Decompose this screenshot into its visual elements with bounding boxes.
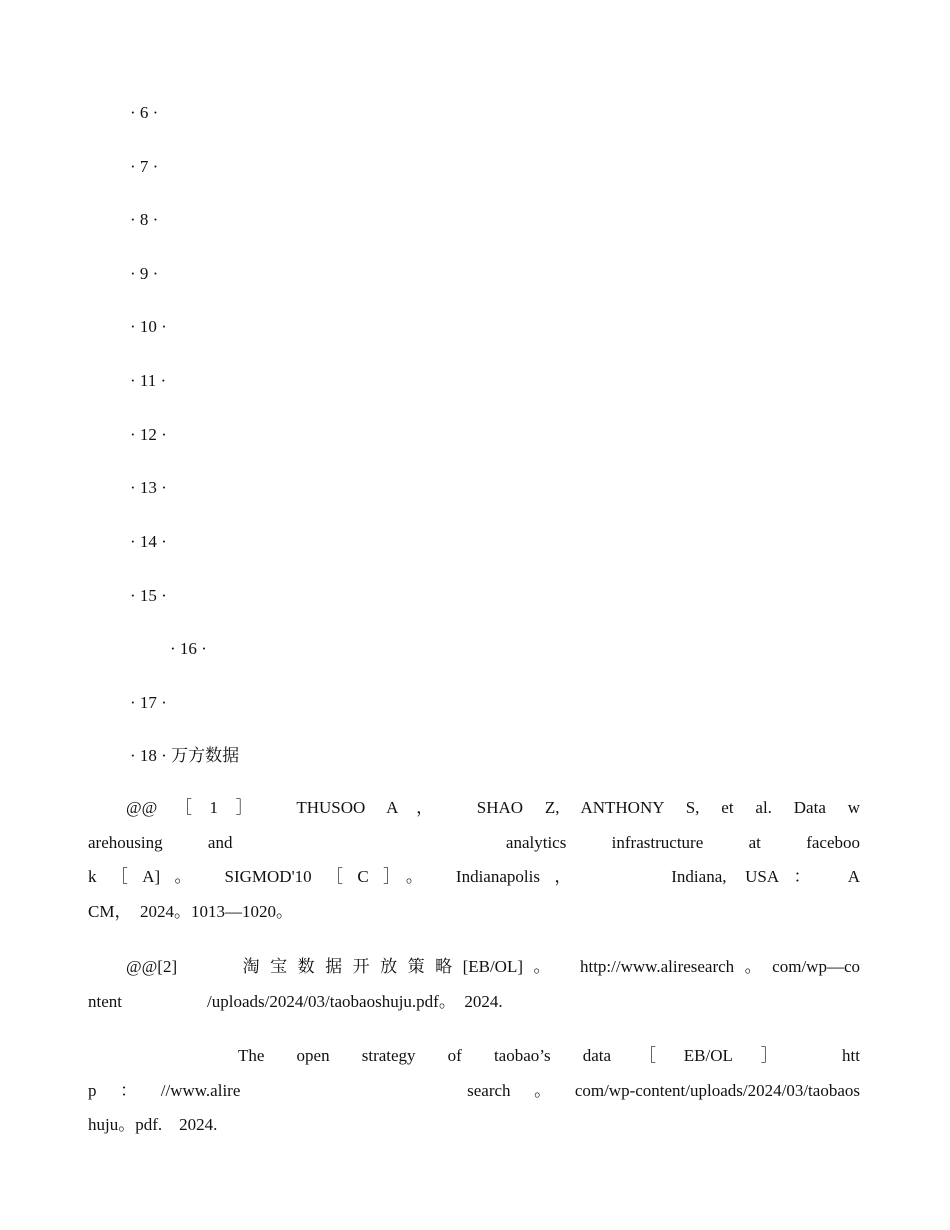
marker-text: · 17 ·: [130, 693, 167, 712]
page-marker-12: [130, 425, 167, 445]
page-marker-15: [130, 586, 167, 606]
page-marker-10: [130, 317, 167, 337]
reference-line: @@[2] 淘宝数据开放策略[EB/OL]。 http://www.aliresearch。com/wp—co: [126, 957, 860, 976]
reference-line: @@［1］ THUSOO A， SHAO Z, ANTHONY S, et al. Data w: [126, 798, 860, 817]
marker-text: · 11 ·: [130, 371, 167, 390]
page-marker-18: [130, 746, 239, 766]
marker-text: · 18 ·: [130, 746, 167, 765]
marker-text: · 16 ·: [170, 639, 207, 658]
reference-entry-3: [88, 1039, 860, 1143]
marker-suffix-label: 万方数据: [171, 746, 240, 766]
page-marker-13: [130, 478, 167, 498]
page-marker-16: [170, 639, 207, 659]
page-marker-14: [130, 532, 167, 552]
marker-text: · 14 ·: [130, 532, 167, 551]
reference-line: The open strategy of taobao’s data［EB/OL］ htt: [238, 1046, 860, 1065]
marker-text: · 15 ·: [130, 586, 167, 605]
page-marker-9: [130, 264, 158, 284]
marker-text: · 7 ·: [130, 157, 159, 176]
page-marker-8: [130, 210, 158, 230]
reference-line: arehousing and analytics infrastructure at faceboo: [88, 832, 860, 852]
reference-line: k［A]。 SIGMOD'10［C］。 Indianapolis， Indiana, USA： A: [88, 867, 860, 886]
marker-text: · 12 ·: [130, 425, 167, 444]
page-marker-6: [130, 103, 158, 123]
page-marker-11: [130, 371, 166, 391]
reference-line: p：//www.alire search。com/wp-content/uploads/2024/03/taobaos: [88, 1080, 860, 1100]
marker-text: · 13 ·: [130, 478, 167, 497]
reference-line: CM， 2024。1013—1020。: [88, 901, 293, 921]
reference-line: huju。pdf. 2024.: [88, 1115, 218, 1134]
marker-text: · 9 ·: [130, 264, 159, 283]
reference-entry-2: [88, 950, 860, 1019]
page-marker-17: [130, 693, 167, 713]
reference-line: ntent /uploads/2024/03/taobaoshuju.pdf。 2024.: [88, 991, 503, 1011]
marker-text: · 6 ·: [130, 103, 159, 122]
reference-entry-1: [88, 791, 860, 929]
page-marker-7: [130, 157, 158, 177]
marker-text: · 8 ·: [130, 210, 159, 229]
marker-text: · 10 ·: [130, 317, 167, 336]
